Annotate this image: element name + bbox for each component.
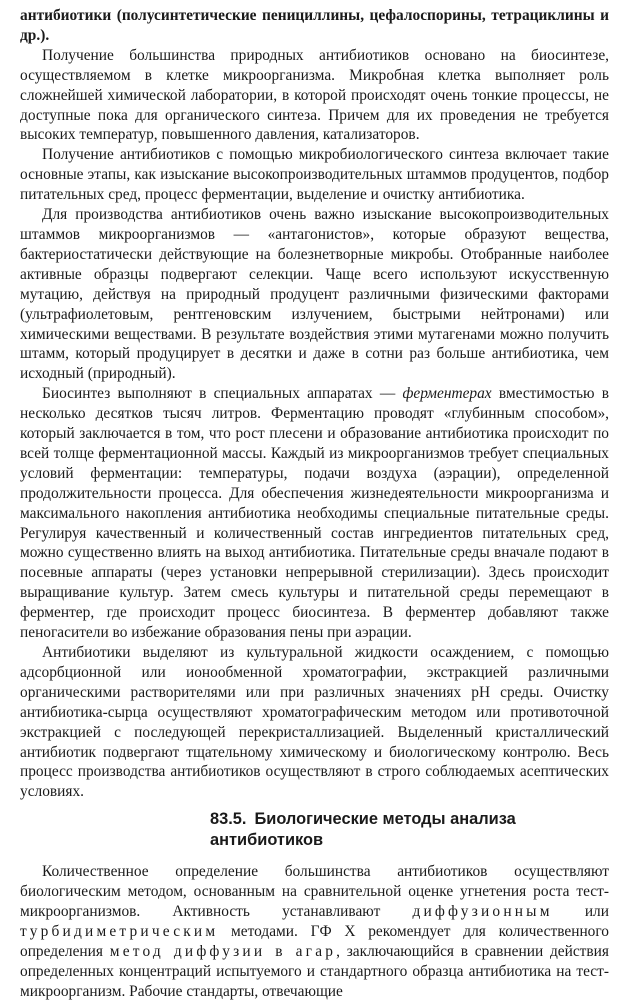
fermentation-text-end: вместимостью в несколько десятков тысяч литров. Ферментацию проводят «глубинным способом», который заключается в том, что рост плесени и образование антибиотика происходит по всей толще ферментационной массы. Каждый из микроорганизмов требует специальных условий ферментации: температуры, подачи воздуха (аэрации), определенной продолжительности процесса. Для обеспечения жизнедеятельности микроорганизма и максимального накопления антибиотика необходимы специальные питательные среды. Регулируя качественный и количественный состав ингредиентов питательных сред, можно существенно влиять на выход антибиотика. Питательные среды вначале подают в посевные аппараты (через установки непрерывной стерилизации). Здесь происходит выращивание культур. Затем смесь культуры и питательной среды перемещают в ферментер, где происходит процесс биосинтеза. В ферментер добавляют также пеногасители во избежание образования пены при аэрации. [20, 385, 610, 642]
methods-text-b: или [552, 903, 609, 921]
paragraph-biological-methods [20, 862, 609, 1001]
paragraph-fermentation [20, 384, 609, 643]
paragraph-strains: Для производства антибиотиков очень важно изыскание высокопроизводительных штаммов микроорганизмов — «антагонистов», которые образуют вещества, бактериостатически действующие на болезнетворные микробы. Отобранные наиболее активные образцы подвергают селекции. Чаще всего используют искусственную мутацию, действуя на природный продуцент различными физическими факторами (ультрафиолетовым, рентгеновским излучением, быстрыми нейтронами) или химическими веществами. В результате воздействия этими мутагенами можно получить штамм, который продуцирует в десятки и даже в сотни раз больше антибиотика, чем исходный (природный). [20, 206, 609, 383]
section-title-line2: антибиотиков [210, 830, 324, 849]
paragraph-biosynthesis: Получение большинства природных антибиотиков основано на биосинтезе, осуществляемом в клетке микроорганизма. Микробная клетка выполняет роль сложнейшей химической лаборатории, в которой происходят очень тонкие процессы, не доступные пока для органического синтеза. Причем для их проведения не требуется высоких температур, повышенного давления, катализаторов. [20, 46, 609, 144]
paragraph-microbiological-synthesis: Получение антибиотиков с помощью микробиологического синтеза включает такие основные этапы, как изыскание высокопроизводительных штаммов продуцентов, подбор питательных сред, процесс ферментации, выделение и очистку антибиотика. [20, 146, 609, 204]
paragraph-isolation: Антибиотики выделяют из культуральной жидкости осаждением, с помощью адсорбционной или ионообменной хроматографии, экстракцией различными органическими растворителями или при различных значениях pH среды. Очистку антибиотика-сырца осуществляют хроматографическим методом или противоточной экстракцией с последующей перекристаллизацией. Выделенный кристаллический антибиотик подвергают тщательному химическому и биологическому контролю. Весь процесс производства антибиотиков осуществляют в строго соблюдаемых асептических условиях. [20, 644, 609, 801]
fermentation-text-start: Биосинтез выполняют в специальных аппаратах — [42, 385, 403, 403]
agar-diffusion-term: метод диффузии в агар [109, 942, 337, 960]
methods-text-d: , заключающийся в сравнении действия определенных концентраций испытуемого и стандартного образца антибиотика на тест-микроорганизм. Рабочие стандарты, отвечающие [20, 942, 609, 1000]
section-heading [20, 809, 609, 850]
section-title-line1: Биологические методы анализа [254, 810, 516, 829]
methods-text-c: методами. ГФ X рекомендует для количественного определения [20, 922, 609, 960]
section-number: 83.5. [210, 810, 247, 829]
paragraph-continuation [20, 6, 609, 46]
fermenter-term: ферментерах [402, 385, 492, 403]
turbidimetric-term: турбидиметрическим [20, 922, 219, 940]
methods-text-a: Количественное определение большинства антибиотиков осуществляют биологическим методом, основанным на сравнительной оценке угнетения роста тест-микроорганизмов. Активность устанавливают [20, 863, 609, 921]
diffusion-term: диффузионным [412, 903, 553, 921]
bold-lead-text: антибиотики (полусинтетические пенициллины, цефалоспорины, тетрациклины и др.). [20, 7, 609, 44]
